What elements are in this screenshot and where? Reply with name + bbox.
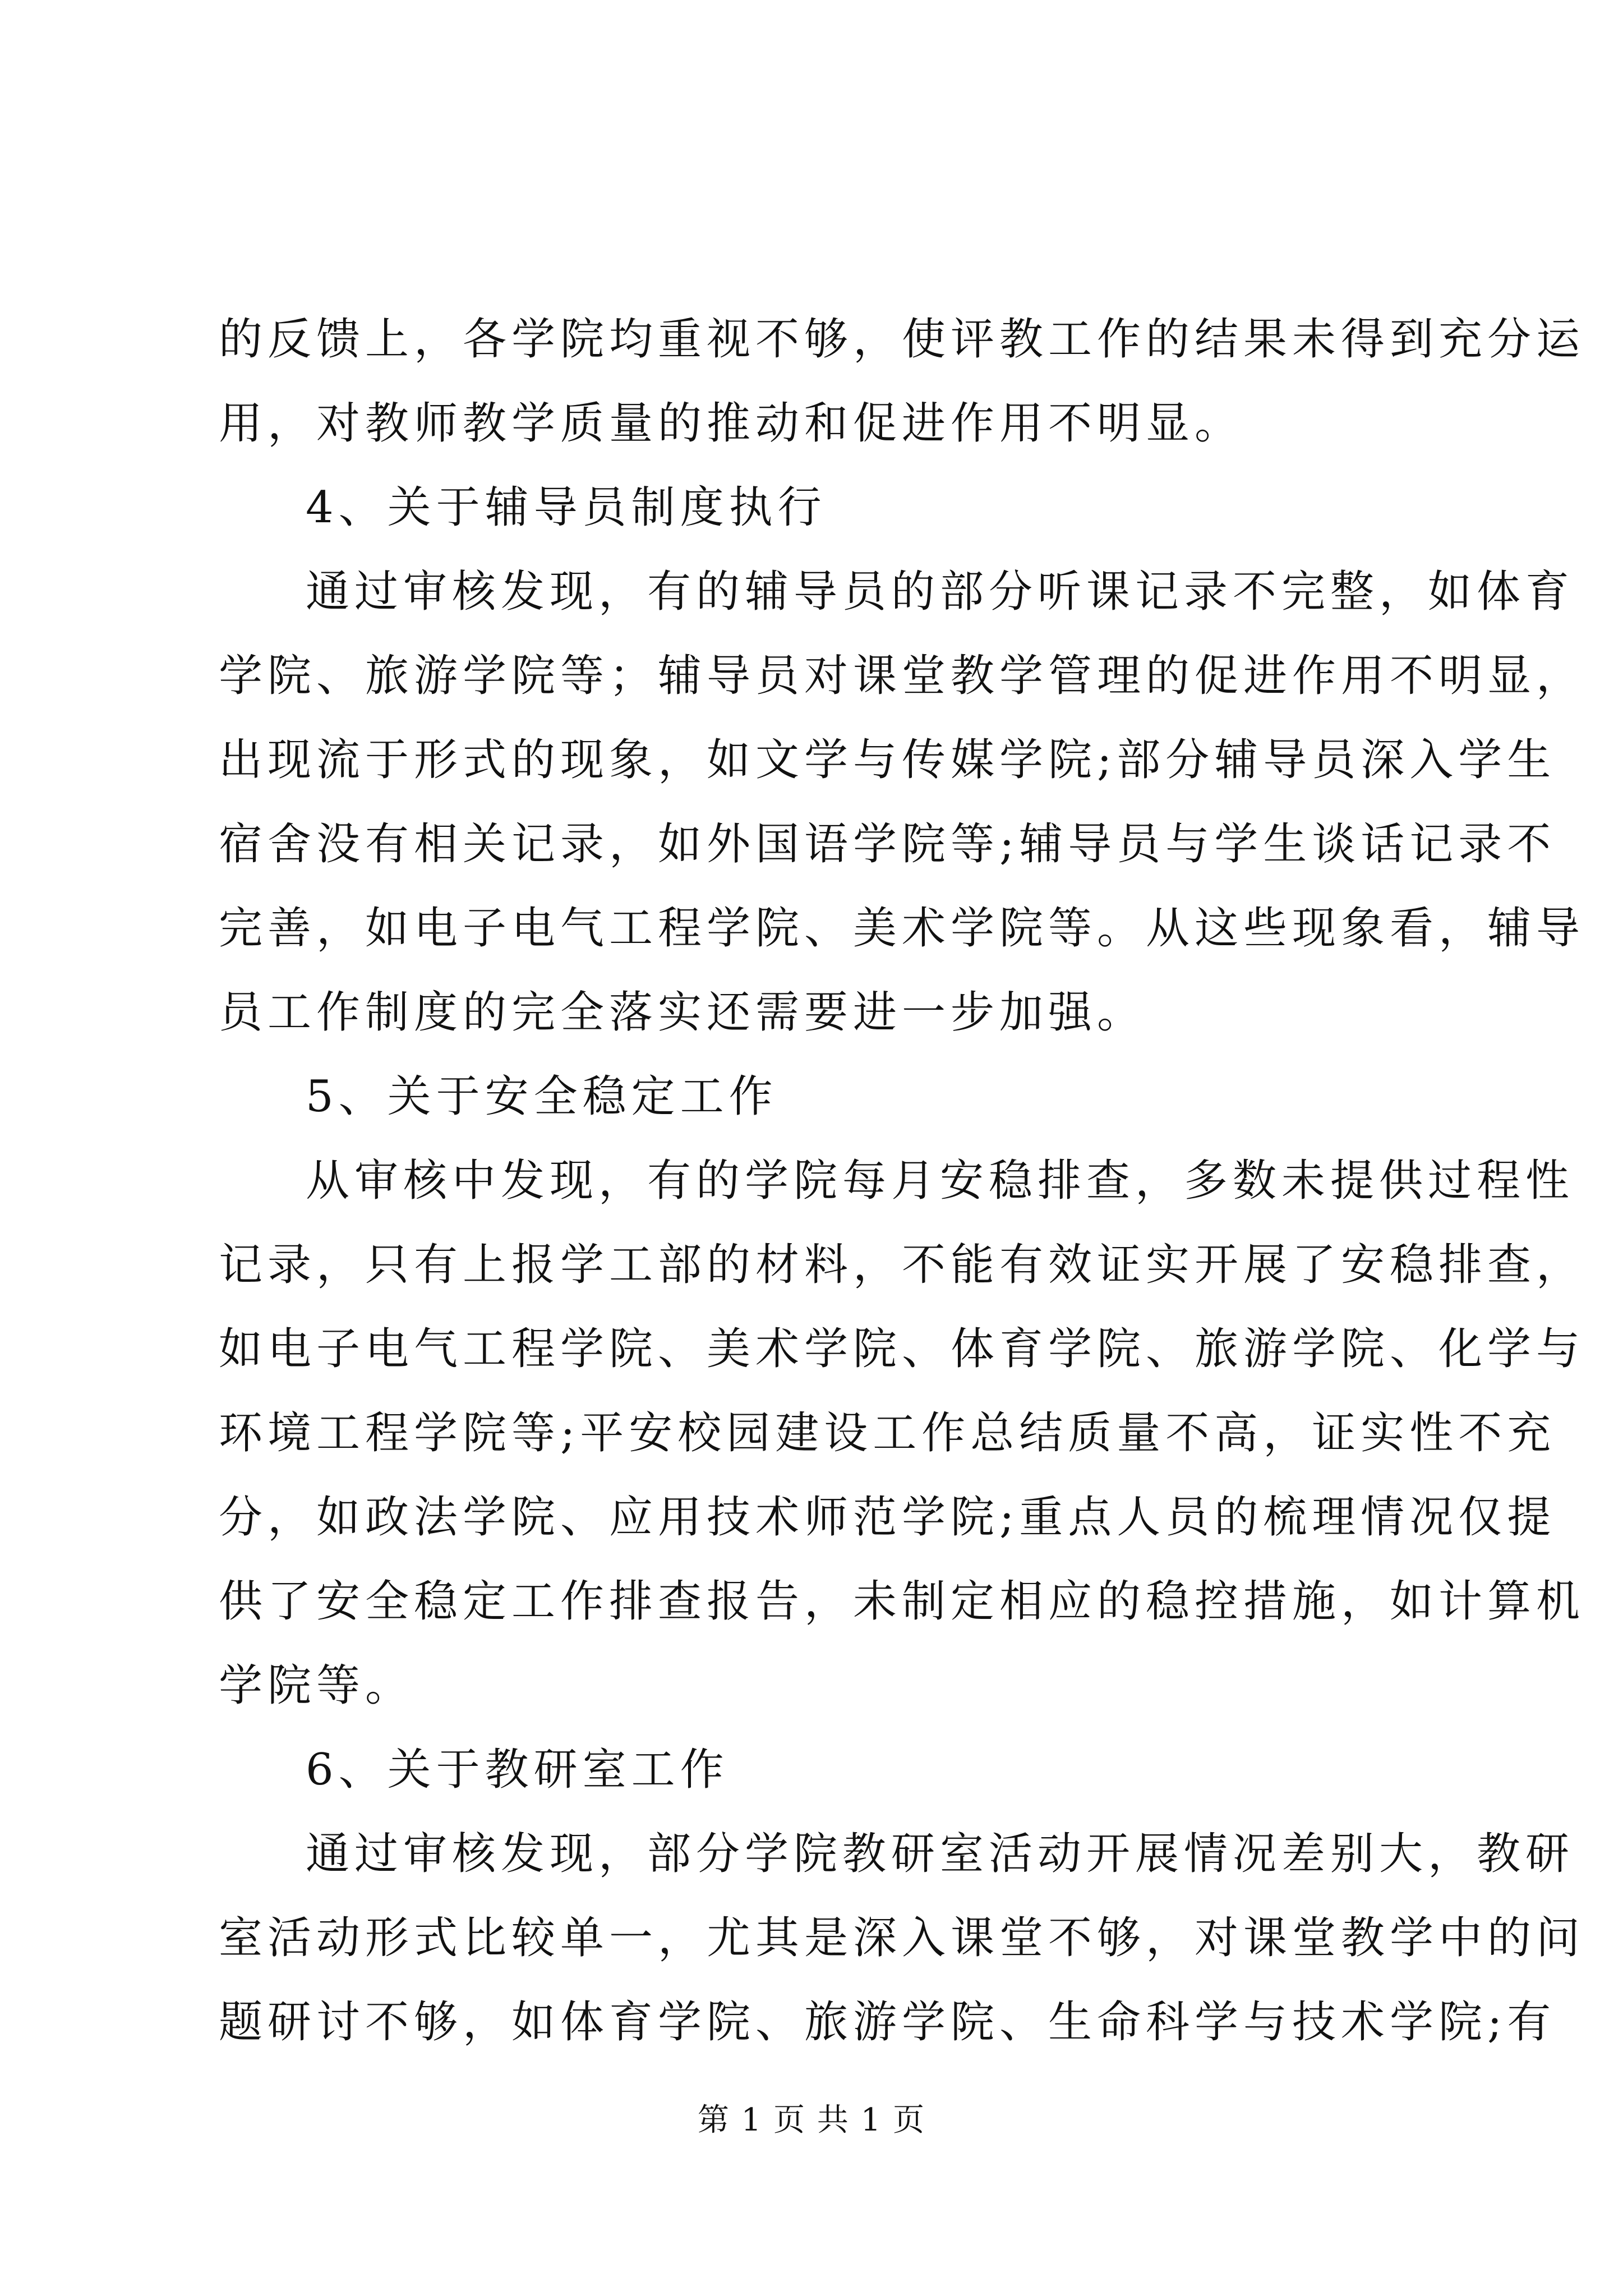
section-heading: 6、关于教研室工作 <box>306 1745 729 1795</box>
paragraph-line: 如电子电气工程学院、美术学院、体育学院、旅游学院、化学与 <box>219 1324 1585 1374</box>
paragraph-line: 通过审核发现，部分学院教研室活动开展情况差别大，教研 <box>306 1829 1575 1879</box>
paragraph-line: 完善，如电子电气工程学院、美术学院等。从这些现象看，辅导 <box>219 903 1585 954</box>
paragraph-line: 分，如政法学院、应用技术师范学院;重点人员的梳理情况仅提 <box>219 1492 1556 1543</box>
paragraph-line: 通过审核发现，有的辅导员的部分听课记录不完整，如体育 <box>306 567 1575 617</box>
paragraph-line: 学院等。 <box>219 1660 414 1711</box>
paragraph-line: 员工作制度的完全落实还需要进一步加强。 <box>219 987 1146 1038</box>
paragraph-line: 学院、旅游学院等；辅导员对课堂教学管理的促进作用不明显， <box>219 651 1585 701</box>
section-heading: 5、关于安全稳定工作 <box>306 1071 778 1122</box>
paragraph-line: 题研讨不够，如体育学院、旅游学院、生命科学与技术学院;有 <box>219 1997 1556 2047</box>
paragraph-line: 供了安全稳定工作排查报告，未制定相应的稳控措施，如计算机 <box>219 1576 1585 1627</box>
paragraph-line: 环境工程学院等;平安校园建设工作总结质量不高，证实性不充 <box>219 1408 1556 1458</box>
paragraph-line: 的反馈上，各学院均重视不够，使评教工作的结果未得到充分运 <box>219 314 1585 365</box>
paragraph-line: 用，对教师教学质量的推动和促进作用不明显。 <box>219 398 1244 449</box>
paragraph-line: 从审核中发现，有的学院每月安稳排查，多数未提供过程性 <box>306 1156 1575 1206</box>
section-heading: 4、关于辅导员制度执行 <box>306 482 827 533</box>
paragraph-line: 出现流于形式的现象，如文学与传媒学院;部分辅导员深入学生 <box>219 735 1556 785</box>
paragraph-line: 宿舍没有相关记录，如外国语学院等;辅导员与学生谈话记录不 <box>219 819 1556 869</box>
paragraph-line: 记录，只有上报学工部的材料，不能有效证实开展了安稳排查， <box>219 1240 1585 1290</box>
paragraph-line: 室活动形式比较单一，尤其是深入课堂不够，对课堂教学中的问 <box>219 1913 1585 1963</box>
page-footer: 第 1 页 共 1 页 <box>697 2102 926 2138</box>
